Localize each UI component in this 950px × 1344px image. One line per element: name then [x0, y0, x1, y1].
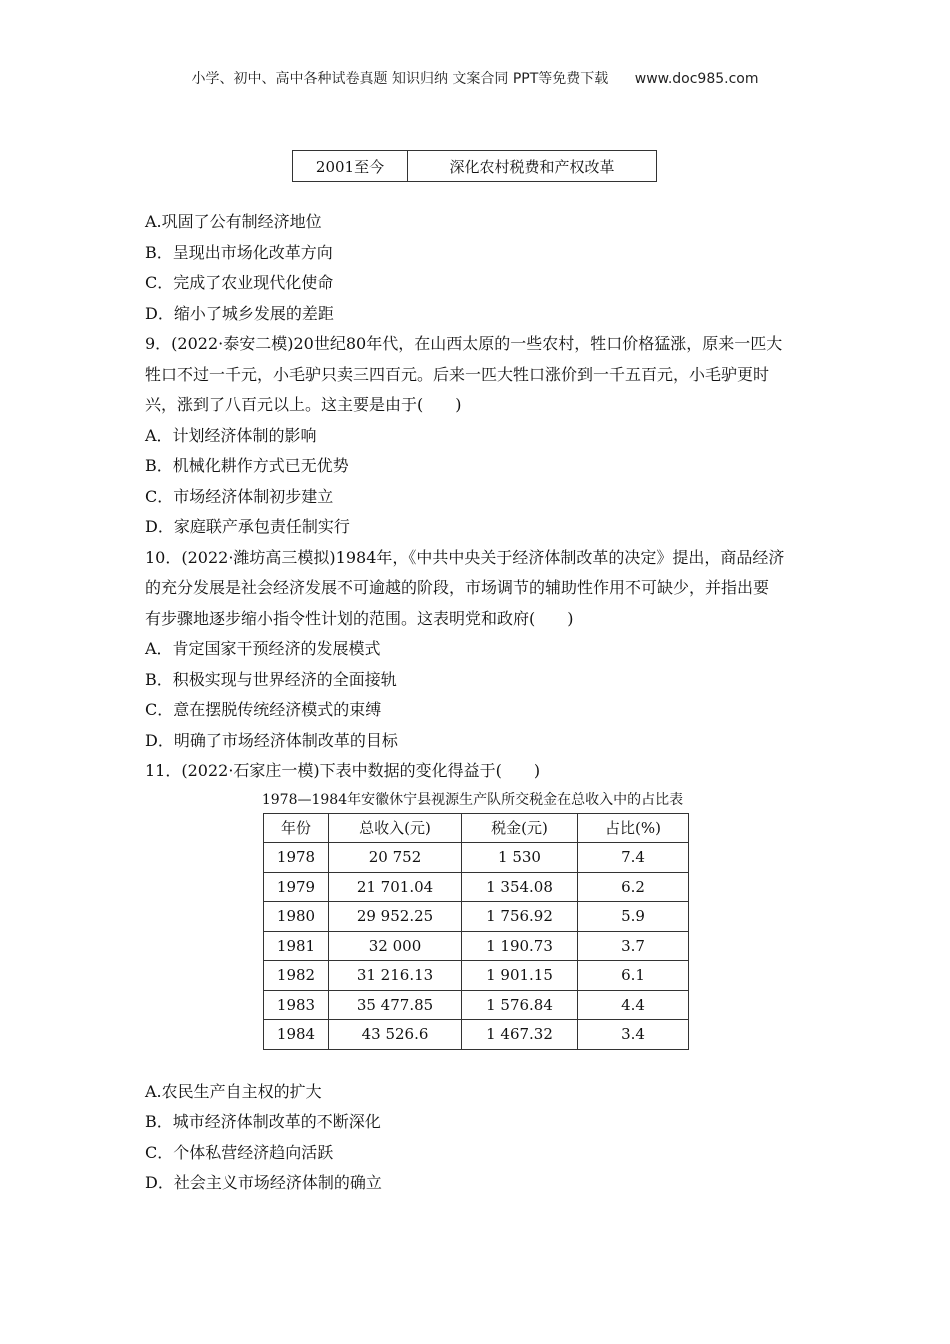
option-d: D．家庭联产承包责任制实行	[145, 517, 350, 536]
document-body	[145, 207, 810, 1199]
table-cell: 3.7	[578, 931, 689, 961]
option-d: D．明确了市场经济体制改革的目标	[145, 730, 398, 750]
table-cell: 32 000	[329, 931, 462, 961]
table-cell: 1 190.73	[462, 931, 578, 961]
table-cell: 21 701.04	[329, 872, 462, 902]
column-header: 税金(元)	[462, 813, 578, 843]
table-cell: 1984	[264, 1020, 329, 1050]
table-cell: 4.4	[578, 990, 689, 1020]
table-cell-period: 2001至今	[293, 151, 408, 182]
table-cell: 1983	[264, 990, 329, 1020]
question-stem-line: 9．(2022·泰安二模)20世纪80年代，在山西太原的一些农村，牲口价格猛涨，原来一匹大	[145, 334, 783, 353]
question-stem-line: 10．(2022·潍坊高三模拟)1984年，《中共中央关于经济体制改革的决定》提出，商品经济	[145, 547, 785, 567]
table-row	[264, 843, 689, 873]
header-site-link[interactable]: www.doc985.com	[634, 71, 759, 87]
option-c: C．市场经济体制初步建立	[145, 486, 334, 506]
table-header-row	[264, 813, 689, 843]
table-cell: 7.4	[578, 843, 689, 873]
table-row	[264, 931, 689, 961]
tax-ratio-table	[263, 813, 689, 1050]
table-cell: 1 756.92	[462, 902, 578, 932]
table-cell: 1982	[264, 961, 329, 991]
table-title: 1978—1984年安徽休宁县视源生产队所交税金在总收入中的占比表	[261, 791, 684, 808]
reform-table-fragment	[292, 150, 657, 182]
question-9	[145, 329, 810, 543]
option-a: A．计划经济体制的影响	[145, 425, 317, 445]
table-cell: 3.4	[578, 1020, 689, 1050]
table-cell: 1 530	[462, 843, 578, 873]
table-row	[264, 990, 689, 1020]
option-d: D．缩小了城乡发展的差距	[145, 303, 334, 323]
table-cell: 1 467.32	[462, 1020, 578, 1050]
table-cell: 6.1	[578, 961, 689, 991]
option-a: A．肯定国家干预经济的发展模式	[145, 639, 381, 658]
table-cell: 1980	[264, 902, 329, 932]
column-header: 占比(%)	[578, 813, 689, 843]
table-cell: 1978	[264, 843, 329, 873]
table-cell: 29 952.25	[329, 902, 462, 932]
header-text: 小学、初中、高中各种试卷真题 知识归纳 文案合同 PPT等免费下载	[191, 71, 609, 87]
table-cell: 6.2	[578, 872, 689, 902]
option-d: D．社会主义市场经济体制的确立	[145, 1173, 382, 1192]
option-c: C．个体私营经济趋向活跃	[145, 1142, 334, 1162]
table-row	[264, 902, 689, 932]
question-stem-line: 有步骤地逐步缩小指令性计划的范围。这表明党和政府( )	[145, 608, 574, 628]
question-stem-line: 的充分发展是社会经济发展不可逾越的阶段，市场调节的辅助性作用不可缺少，并指出要	[145, 578, 770, 597]
table-row	[264, 1020, 689, 1050]
option-b: B．呈现出市场化改革方向	[145, 242, 333, 262]
question-10	[145, 543, 810, 757]
table-cell: 1981	[264, 931, 329, 961]
table-cell: 5.9	[578, 902, 689, 932]
page-header	[0, 68, 950, 88]
table-cell-reform: 深化农村税费和产权改革	[408, 151, 657, 182]
table-row	[264, 961, 689, 991]
table-cell: 35 477.85	[329, 990, 462, 1020]
option-a: A.农民生产自主权的扩大	[145, 1081, 322, 1101]
option-c: C．完成了农业现代化使命	[145, 273, 334, 292]
option-a: A.巩固了公有制经济地位	[145, 212, 322, 231]
question-stem-line: 牲口不过一千元，小毛驴只卖三四百元。后来一匹大牲口涨价到一千五百元，小毛驴更时	[145, 364, 770, 384]
table-cell: 31 216.13	[329, 961, 462, 991]
q8-options	[145, 207, 810, 329]
column-header: 年份	[264, 813, 329, 843]
question-stem-line: 兴，涨到了八百元以上。这主要是由于( )	[145, 395, 462, 414]
table-cell: 1 576.84	[462, 990, 578, 1020]
table-cell: 1 901.15	[462, 961, 578, 991]
table-cell: 1979	[264, 872, 329, 902]
option-b: B．机械化耕作方式已无优势	[145, 456, 349, 475]
option-c: C．意在摆脱传统经济模式的束缚	[145, 700, 382, 719]
table-cell: 20 752	[329, 843, 462, 873]
table-row	[264, 872, 689, 902]
option-b: B．城市经济体制改革的不断深化	[145, 1112, 381, 1131]
option-b: B．积极实现与世界经济的全面接轨	[145, 669, 397, 689]
question-stem-line: 11．(2022·石家庄一模)下表中数据的变化得益于( )	[145, 761, 541, 780]
table-cell: 43 526.6	[329, 1020, 462, 1050]
column-header: 总收入(元)	[329, 813, 462, 843]
question-11	[145, 756, 810, 1199]
table-row	[293, 151, 657, 182]
table-cell: 1 354.08	[462, 872, 578, 902]
